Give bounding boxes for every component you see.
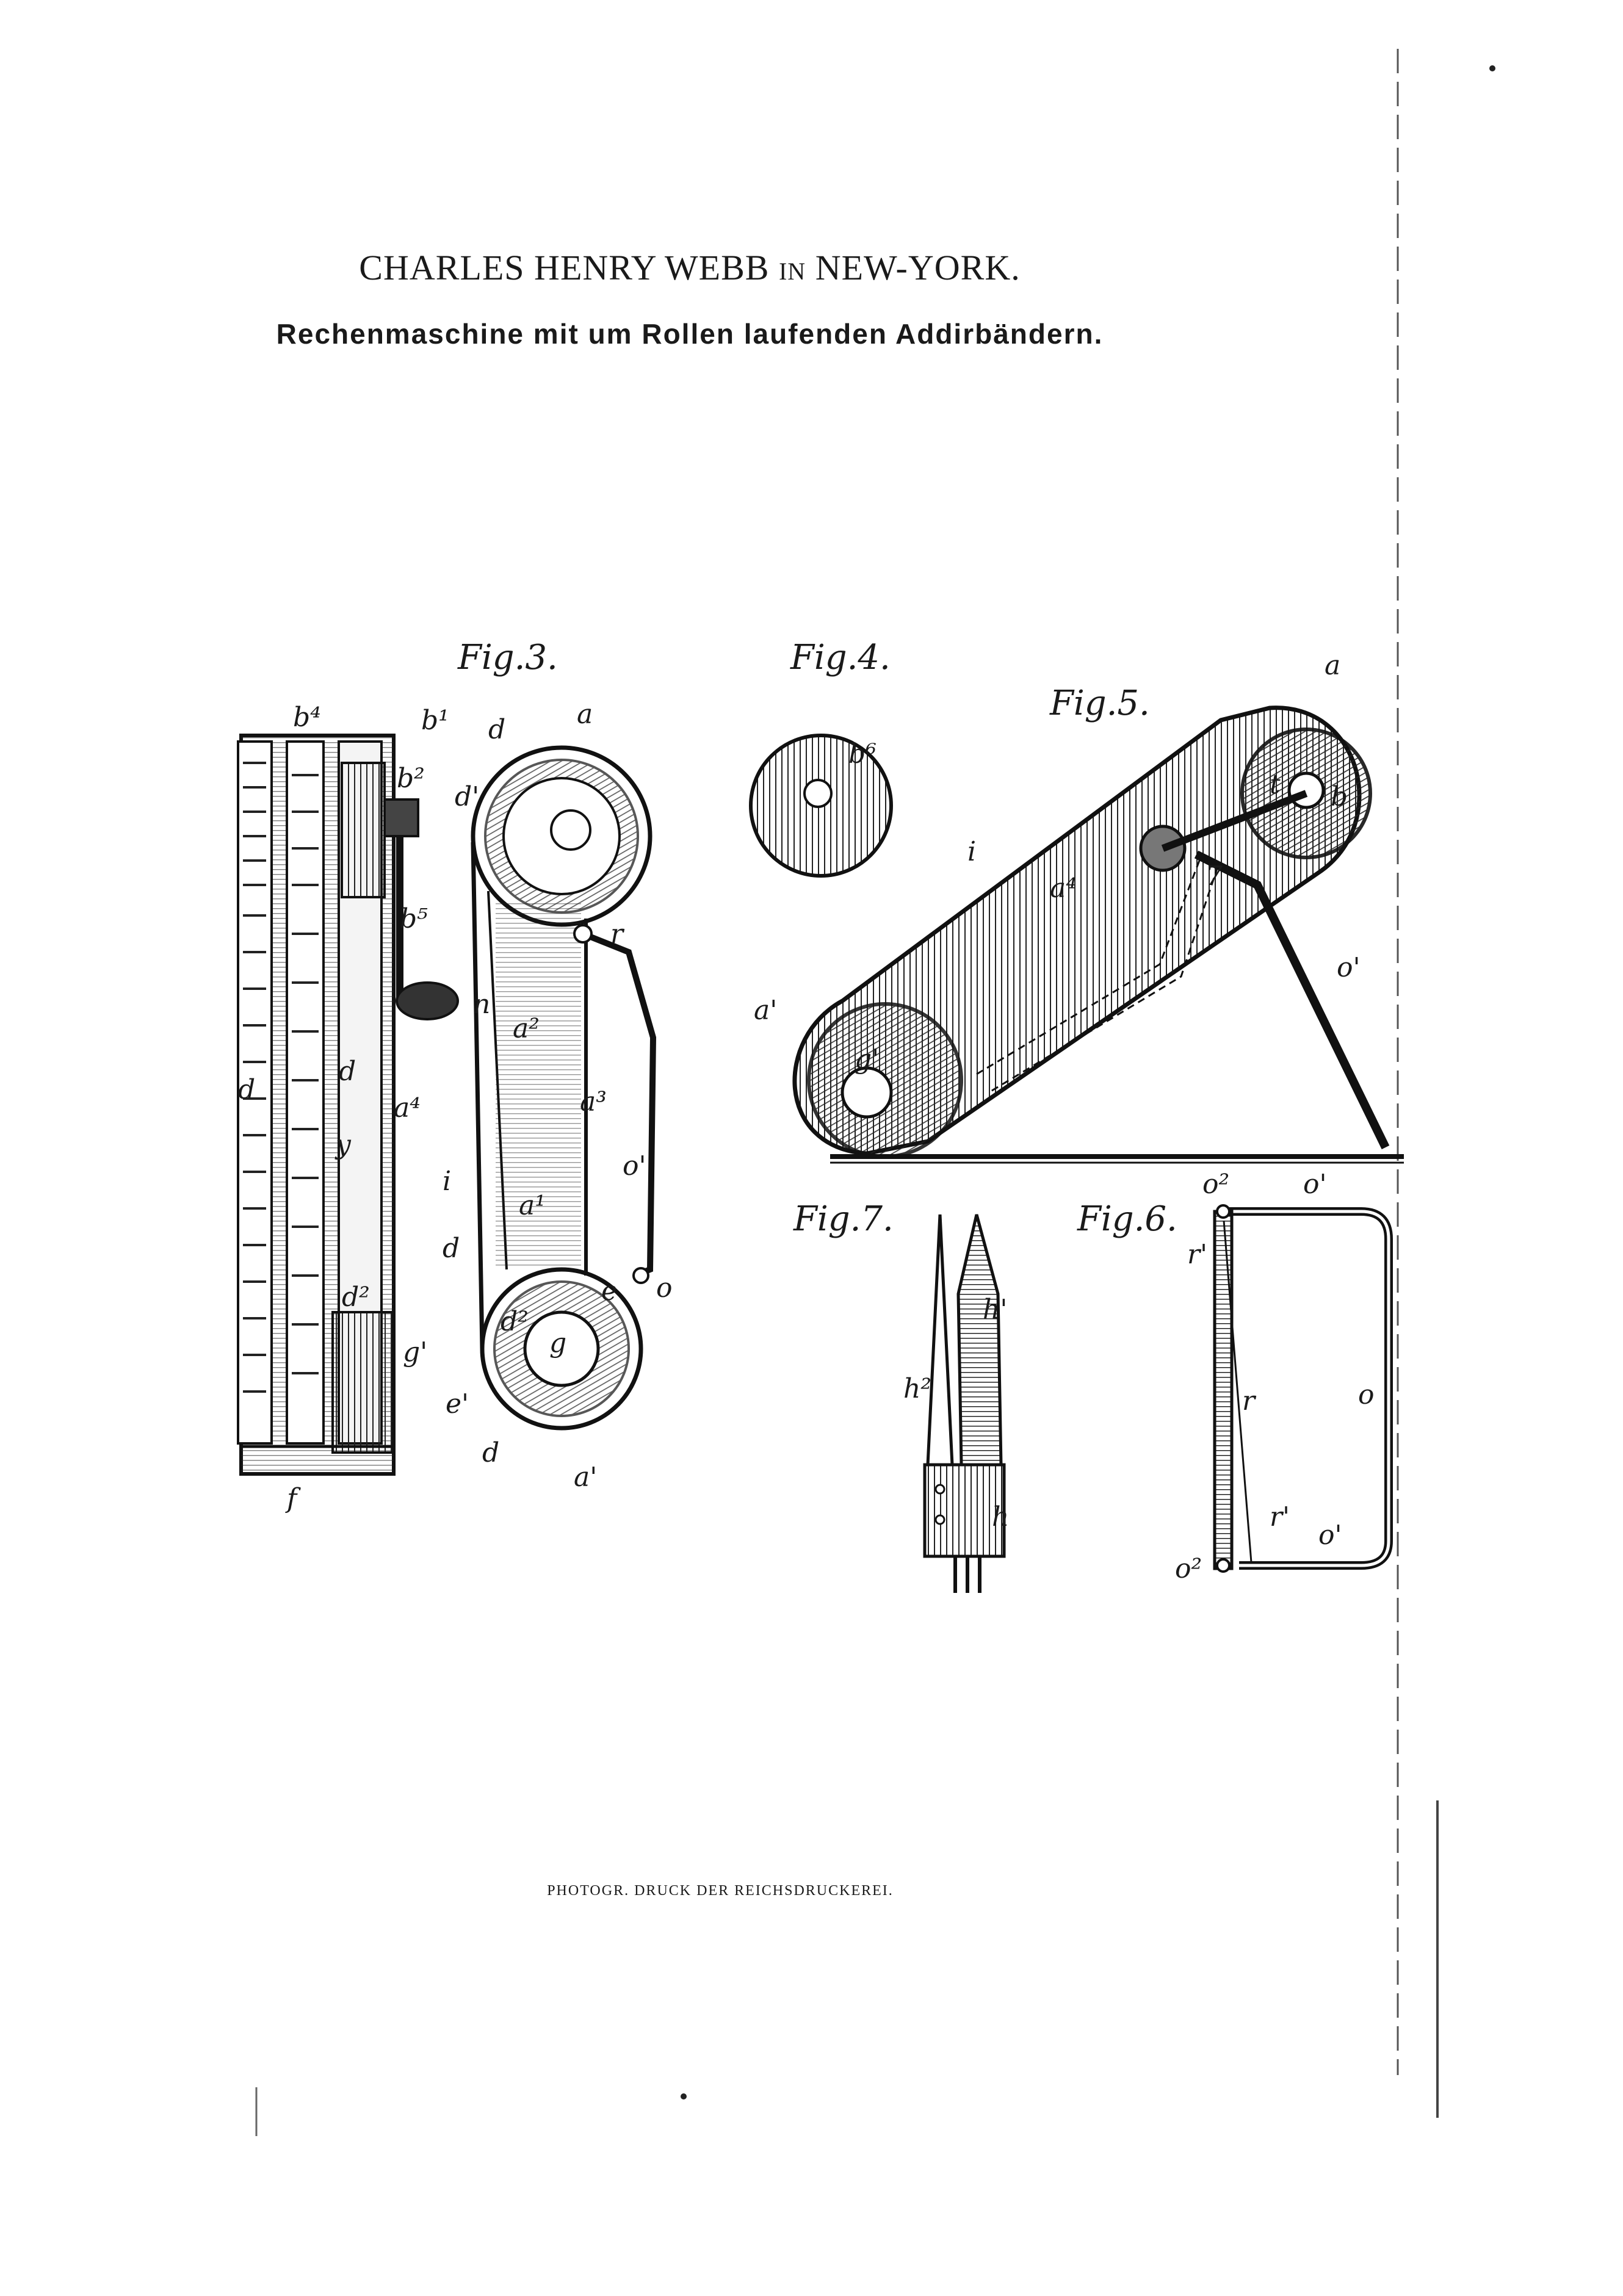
svg-text:f: f — [287, 1483, 297, 1514]
fig3-gear-housing — [342, 763, 385, 897]
svg-text:o: o — [1358, 1379, 1375, 1410]
svg-text:h: h — [992, 1501, 1010, 1532]
svg-text:g': g' — [403, 1337, 428, 1368]
fig3-crank-handle — [397, 983, 458, 1019]
svg-text:b⁶: b⁶ — [848, 738, 877, 770]
svg-text:d²: d² — [342, 1282, 370, 1313]
svg-text:o': o' — [1337, 952, 1361, 983]
svg-text:d: d — [488, 714, 506, 745]
svg-text:r': r' — [1270, 1501, 1290, 1532]
svg-text:b¹: b¹ — [421, 705, 449, 736]
svg-text:b⁴: b⁴ — [293, 702, 321, 733]
fig7-drawing — [903, 1215, 1009, 1593]
printer-credit: PHOTOGR. DRUCK DER REICHSDRUCKEREI. — [547, 1883, 894, 1899]
location: NEW-YORK. — [815, 248, 1021, 287]
svg-text:a³: a³ — [580, 1086, 607, 1117]
svg-text:r: r — [1242, 1385, 1256, 1417]
svg-text:a⁴: a⁴ — [394, 1092, 421, 1124]
svg-text:d: d — [443, 1233, 460, 1264]
fig6-rod — [1215, 1211, 1232, 1569]
fig4-drawing — [751, 735, 891, 876]
svg-text:r: r — [610, 919, 624, 950]
svg-text:o²: o² — [1202, 1169, 1230, 1200]
svg-text:n: n — [473, 989, 491, 1020]
fig5-label: Fig.5. — [1050, 684, 1150, 723]
svg-text:h': h' — [983, 1294, 1008, 1325]
scan-dot — [1489, 65, 1495, 71]
svg-text:d: d — [339, 1056, 356, 1087]
svg-text:d: d — [238, 1074, 256, 1105]
svg-text:y: y — [336, 1129, 351, 1160]
svg-text:b⁵: b⁵ — [400, 903, 428, 934]
svg-text:i: i — [443, 1166, 452, 1197]
svg-text:a: a — [577, 699, 593, 730]
svg-text:o: o — [656, 1273, 673, 1304]
svg-text:a⁴: a⁴ — [1050, 873, 1077, 904]
svg-text:e: e — [601, 1276, 618, 1307]
svg-text:a: a — [1325, 650, 1341, 681]
scan-dot-2 — [681, 2093, 687, 2099]
fig3-label: Fig.3. — [458, 638, 558, 677]
svg-text:t: t — [1270, 769, 1281, 800]
svg-text:g': g' — [855, 1044, 880, 1075]
svg-text:i: i — [967, 836, 977, 867]
svg-text:7: 7 — [1206, 861, 1223, 892]
svg-text:a': a' — [754, 995, 778, 1026]
fig3-strip-mid — [287, 742, 324, 1443]
svg-text:o': o' — [623, 1150, 646, 1182]
fig3-crank-hub — [385, 800, 418, 836]
patent-subtitle: Rechenmaschine mit um Rollen laufenden Addirbändern. — [276, 318, 1104, 350]
svg-text:a²: a² — [513, 1013, 540, 1044]
svg-text:e': e' — [446, 1388, 469, 1420]
svg-text:o': o' — [1303, 1169, 1327, 1200]
svg-text:a': a' — [574, 1462, 598, 1493]
svg-text:d: d — [482, 1437, 500, 1468]
svg-text:a¹: a¹ — [519, 1190, 546, 1221]
svg-text:g: g — [549, 1327, 567, 1359]
svg-text:r': r' — [1187, 1239, 1208, 1270]
fig6-label: Fig.6. — [1077, 1199, 1177, 1239]
svg-text:h²: h² — [903, 1373, 931, 1404]
fig7-pin-right — [958, 1215, 1001, 1465]
svg-text:b²: b² — [397, 763, 425, 794]
fig4-center-hole — [804, 780, 831, 807]
fig3-drawing — [238, 699, 673, 1514]
svg-text:o': o' — [1318, 1520, 1342, 1551]
svg-text:d²: d² — [501, 1306, 529, 1337]
inventor-name: CHARLES HENRY WEBB — [359, 248, 770, 287]
fig6-drawing — [1175, 1169, 1389, 1584]
fig4-label: Fig.4. — [790, 638, 891, 677]
fig3-bottom-roller — [333, 1312, 394, 1453]
svg-text:d': d' — [455, 781, 480, 812]
in-word: IN — [778, 258, 806, 285]
svg-text:o²: o² — [1175, 1553, 1202, 1584]
fig5-drawing — [754, 650, 1404, 1163]
fig7-pin-left — [928, 1215, 952, 1465]
fig7-label: Fig.7. — [793, 1199, 894, 1239]
svg-text:b: b — [1331, 781, 1348, 812]
